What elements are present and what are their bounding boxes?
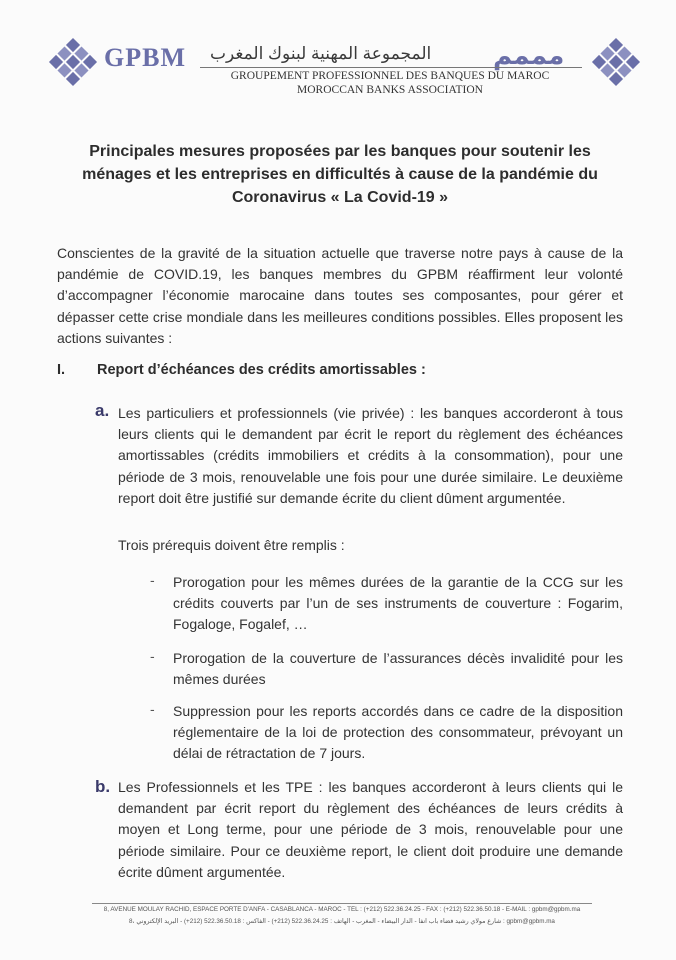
arabic-logo-text: مممم <box>493 40 565 70</box>
prerequisite-item: Prorogation pour les mêmes durées de la garantie de la CCG sur les crédits couverts par l’un de ses instruments de couverture : Fogarim, Fogaloge, Fogalef, … <box>173 574 623 633</box>
arabic-association-name: المجموعة المهنية لبنوك المغرب <box>210 44 432 63</box>
prerequisite-item: Prorogation de la couverture de l’assurances décès invalidité pour les mêmes durées <box>173 650 623 688</box>
footer-address-arabic: 8، شارع مولاي رشيد فضاء باب أنفا - الدار البيضاء - المغرب - الهاتف : 522.36.24.25 (212+) - الفاكس : 522.36.50.18 (212+) - البريد الإلكتروني : gpbm@gpbm.ma <box>129 918 555 925</box>
item-letter-b: b. <box>95 777 111 796</box>
gpbm-diamond-logo-icon <box>590 36 642 88</box>
prerequisites-label: Trois prérequis doivent être remplis : <box>118 537 345 553</box>
item-a-text: Les particuliers et professionnels (vie privée) : les banques accorderont à tous leurs clients qui le demandent par écrit le report du règlement des échéances amortissables (crédits immobiliers et crédits à la consommation), pour une période de 3 mois, renouvelable une fois pour une durée similaire. Le deuxième report doit être justifié sur demande écrite du client dûment argumentée. <box>118 405 623 506</box>
header-divider <box>200 67 582 68</box>
footer-address-french: 8, AVENUE MOULAY RACHID, ESPACE PORTE D'ANFA - CASABLANCA - MAROC - TÉL : (+212) 522.36.24.25 - FAX : (+212) 522.36.50.18 - E-MAIL : gpbm@gpbm.ma <box>103 906 581 913</box>
gpbm-diamond-logo-icon <box>47 36 99 88</box>
item-letter-a: a. <box>95 401 110 420</box>
letterhead <box>0 0 676 112</box>
item-b-text: Les Professionnels et les TPE : les banques accorderont à leurs clients qui le demandent par écrit report du règlement des échéances de leurs crédits à moyen et Long terme, pour une période de 3 mois, renouvelable pour une période similaire. Pour ce deuxième report, le client doit produire une demande écrite dûment argumentée. <box>118 779 623 880</box>
section-heading <box>57 362 617 378</box>
bullet-dash: - <box>150 701 155 717</box>
bullet-dash: - <box>150 648 155 664</box>
prerequisite-item: Suppression pour les reports accordés dans ce cadre de la disposition réglementaire de la loi de protection des consommateur, prévoyant un délai de rétractation de 7 jours. <box>173 703 623 762</box>
intro-paragraph: Conscientes de la gravité de la situation actuelle que traverse notre pays à cause de la pandémie de COVID.19, les banques membres du GPBM réaffirment leur volonté d’accompagner l’économie marocaine dans toutes ses composantes, pour gérer et dépasser cette crise mondiale dans les meilleures conditions possibles. Elles proposent les actions suivantes : <box>57 245 623 346</box>
section-title: Report d’échéances des crédits amortissables : <box>97 362 426 378</box>
bullet-dash: - <box>150 572 155 588</box>
org-name-english: MOROCCAN BANKS ASSOCIATION <box>297 84 483 96</box>
footer-divider <box>92 903 592 904</box>
logo-text: GPBM <box>104 43 186 72</box>
document-title: Principales mesures proposées par les banques pour soutenir les ménages et les entreprises en difficultés à cause de la pandémie du Coronavirus « La Covid-19 » <box>82 143 598 206</box>
org-name-french: GROUPEMENT PROFESSIONNEL DES BANQUES DU MAROC <box>230 70 550 82</box>
section-number: I. <box>57 362 66 378</box>
